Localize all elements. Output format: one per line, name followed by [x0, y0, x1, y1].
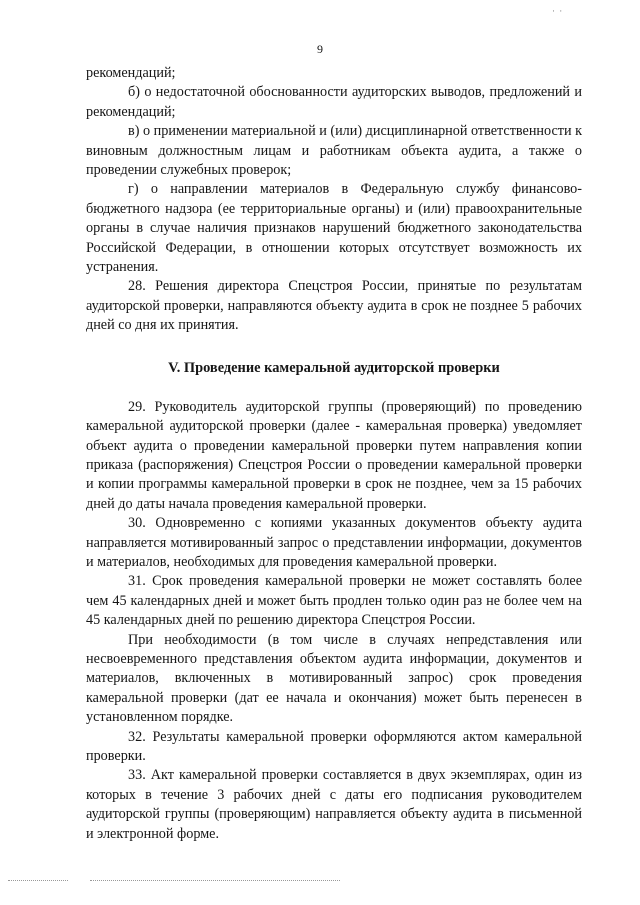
scan-artifact: · · [552, 6, 564, 16]
page-number: 9 [317, 42, 323, 56]
paragraph: 33. Акт камеральной проверки составляется в двух экземплярах, один из которых в течение 3 рабочих дней с даты его подписания руководителем аудиторской группы (проверяющим) направляется объекту аудита в письменной и электронной форме. [86, 767, 582, 842]
paragraph: 29. Руководитель аудиторской группы (проверяющий) по проведению камеральной аудиторской проверки (далее - камеральная проверка) уведомляет объект аудита о проведении камеральной проверки путем направления копии приказа (распоряжения) Спецстроя России о проведении камеральной проверки и копии программы камеральной проверки в срок не позднее, чем за 15 рабочих дней до даты начала проведения камеральной проверки. [86, 398, 582, 512]
scan-artifact-line [8, 880, 68, 881]
paragraphs-after-section [86, 398, 582, 844]
paragraph: б) о недостаточной обоснованности аудиторских выводов, предложений и рекомендаций; [86, 84, 582, 120]
paragraph: г) о направлении материалов в Федеральную службу финансово-бюджетного надзора (ее территориальные органы) и (или) правоохранительные органы в случае наличия признаков нарушений бюджетного законодательства Российской Федерации, в отношении которых отсутствует возможность их устранения. [86, 181, 582, 276]
paragraph: При необходимости (в том числе в случаях непредставления или несвоевременного представления объектом аудита информации, документов и материалов, включенных в мотивированный запрос) срок проведения камеральной проверки (дат ее начала и окончания) может быть перенесен в установленном порядке. [86, 631, 582, 726]
paragraph: 31. Срок проведения камеральной проверки не может составлять более чем 45 календарных дней и может быть продлен только один раз не более чем на 45 календарных дней по решению директора Спецстроя России. [86, 573, 582, 629]
paragraph: 32. Результаты камеральной проверки оформляются актом камеральной проверки. [86, 728, 582, 764]
paragraph: рекомендаций; [86, 65, 176, 81]
document-body [86, 64, 582, 844]
scan-artifact-line [90, 880, 340, 881]
section-heading: V. Проведение камеральной аудиторской проверки [168, 359, 500, 376]
paragraphs-before-section [86, 64, 582, 336]
paragraph: 28. Решения директора Спецстроя России, принятые по результатам аудиторской проверки, направляются объекту аудита в срок не позднее 5 рабочих дней со дня их принятия. [86, 278, 582, 334]
paragraph: в) о применении материальной и (или) дисциплинарной ответственности к виновным должностным лицам и работникам объекта аудита, а также о проведении служебных проверок; [86, 123, 582, 179]
paragraph: 30. Одновременно с копиями указанных документов объекту аудита направляется мотивированный запрос о представлении информации, документов и материалов, необходимых для проведения камеральной проверки. [86, 515, 582, 570]
